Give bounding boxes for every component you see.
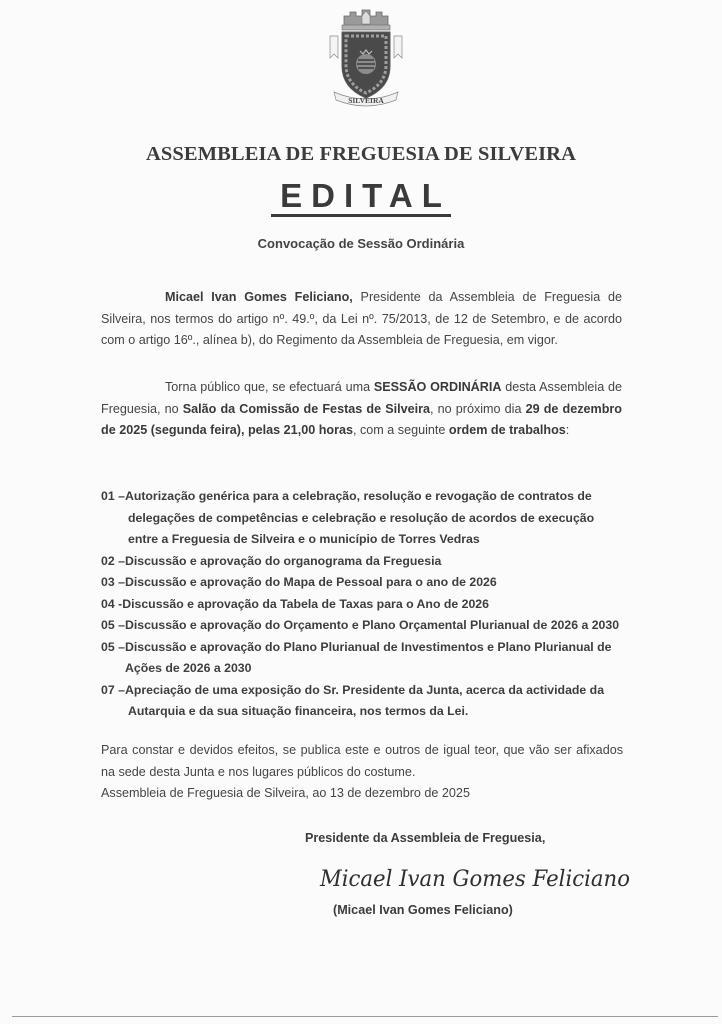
document-title-wrap bbox=[0, 178, 722, 217]
agenda-item-continuation: entre a Freguesia de Silveira e o município de Torres Vedras bbox=[128, 532, 480, 546]
agenda-item-text: Autorização genérica para a celebração, resolução e revogação de contratos de bbox=[124, 489, 592, 503]
announcement-text: , no próximo dia bbox=[430, 401, 526, 416]
agenda-item-number: 05 – bbox=[101, 618, 125, 632]
agenda-item bbox=[101, 486, 661, 508]
announcement-text: , com a seguinte bbox=[353, 423, 449, 437]
signature-text: Micael Ivan Gomes Feliciano bbox=[319, 867, 630, 892]
closing-paragraph bbox=[101, 740, 623, 805]
agenda-item-continuation: Ações de 2026 a 2030 bbox=[125, 661, 252, 675]
agenda-label: ordem de trabalhos bbox=[448, 423, 566, 437]
crest-label: SILVEIRA bbox=[348, 96, 384, 105]
agenda-item-number: 02 – bbox=[101, 553, 125, 568]
agenda-item-text: Discussão e aprovação do organograma da Freguesia bbox=[124, 553, 442, 568]
intro-paragraph bbox=[101, 287, 622, 352]
agenda-item bbox=[101, 680, 661, 702]
document-subtitle: Convocação de Sessão Ordinária bbox=[257, 236, 465, 251]
session-type: SESSÃO ORDINÁRIA bbox=[373, 380, 502, 394]
agenda-item-text: Discussão e aprovação do Orçamento e Plano Orçamental Plurianual de 2026 a 2030 bbox=[124, 618, 620, 632]
agenda-item bbox=[101, 551, 661, 573]
announcement-paragraph bbox=[101, 377, 622, 442]
document-title: EDITAL bbox=[271, 178, 451, 217]
place-and-date: Assembleia de Freguesia de Silveira, ao 13 de dezembro de 2025 bbox=[101, 786, 470, 800]
organization-title: ASSEMBLEIA DE FREGUESIA DE SILVEIRA bbox=[146, 143, 576, 165]
intro-text: Presidente da Assembleia de Freguesia de Silveira, nos termos do artigo nº. 49.º, da Lei nº. 75/2013, de 12 de Setembro, e de acordo com o artigo 16º., alínea b), do Regimento da Assembleia de Freguesia, em vigor. bbox=[101, 290, 622, 347]
announcement-text: Torna público que, se efectuará uma bbox=[165, 380, 374, 394]
announcement-text: : bbox=[565, 423, 570, 437]
president-name: Micael Ivan Gomes Feliciano, bbox=[165, 290, 353, 304]
agenda-item-number: 01 – bbox=[101, 489, 125, 503]
closing-text: Para constar e devidos efeitos, se publica este e outros de igual teor, que vão ser afixados na sede desta Junta e nos lugares públicos do costume. bbox=[101, 743, 623, 779]
agenda-item bbox=[101, 572, 661, 594]
agenda-item-continuation: Autarquia e da sua situação financeira, nos termos da Lei. bbox=[128, 704, 469, 718]
agenda-item-number: 03 – bbox=[101, 575, 125, 589]
agenda-item-text: Apreciação de uma exposição do Sr. Presidente da Junta, acerca da actividade da bbox=[124, 682, 605, 697]
signatory-title: Presidente da Assembleia de Freguesia, bbox=[305, 831, 546, 845]
coat-of-arms-logo bbox=[320, 6, 412, 110]
session-datetime: 29 de dezembro de 2025 (segunda feira), pelas 21,00 horas bbox=[101, 401, 622, 437]
announcement-text: desta Assembleia de Freguesia, no bbox=[101, 380, 622, 416]
agenda-item-continuation: delegações de competências e celebração e resolução de acordos de execução bbox=[128, 510, 595, 525]
agenda-item-text: Discussão e aprovação do Plano Plurianual de Investimentos e Plano Plurianual de bbox=[124, 639, 612, 654]
agenda-item bbox=[101, 615, 661, 637]
agenda-item bbox=[101, 594, 661, 616]
agenda-item-number: 05 – bbox=[101, 639, 125, 654]
agenda-item bbox=[101, 637, 661, 659]
agenda-item-text: Discussão e aprovação da Tabela de Taxas para o Ano de 2026 bbox=[122, 596, 489, 611]
agenda-list bbox=[101, 486, 661, 723]
signatory-name: (Micael Ivan Gomes Feliciano) bbox=[333, 903, 513, 917]
handwritten-signature bbox=[318, 852, 648, 898]
page-edge-divider bbox=[12, 1016, 718, 1017]
agenda-item-text: Discussão e aprovação do Mapa de Pessoal para o ano de 2026 bbox=[124, 575, 497, 589]
agenda-item-number: 04 - bbox=[101, 596, 123, 611]
session-venue: Salão da Comissão de Festas de Silveira bbox=[182, 401, 431, 416]
agenda-item-number: 07 – bbox=[101, 682, 125, 697]
